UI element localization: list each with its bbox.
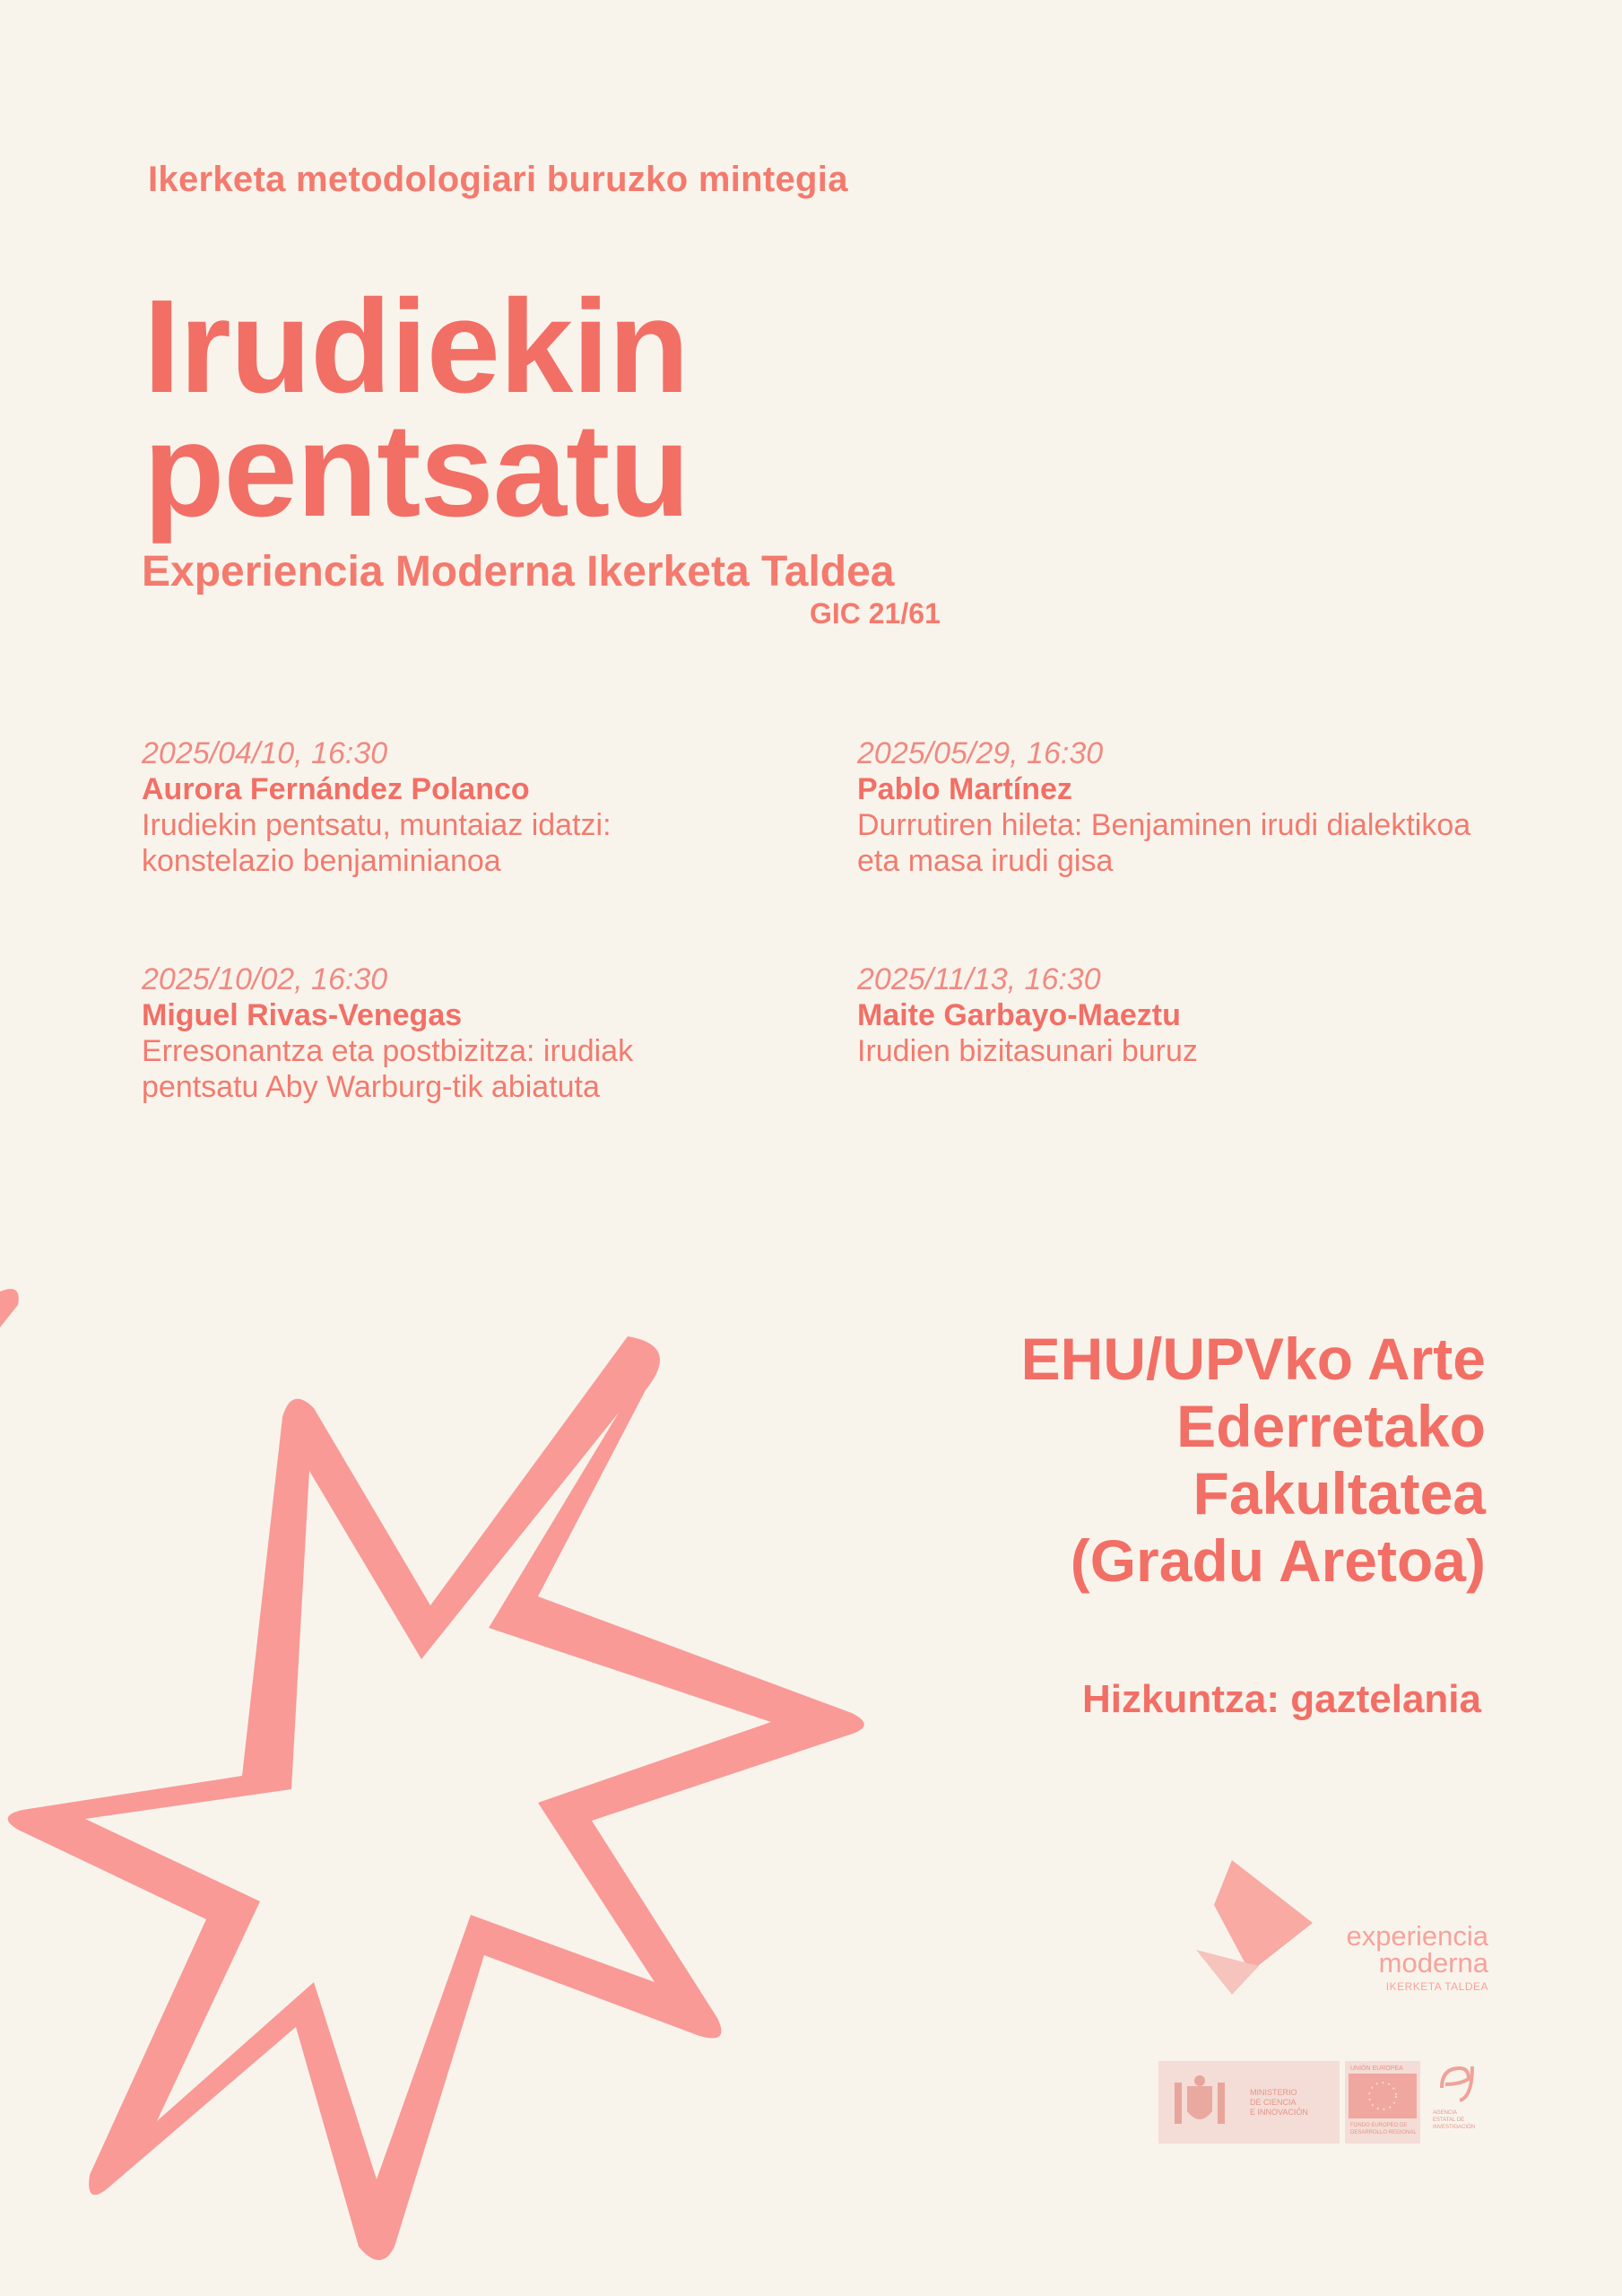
eu-fund-line-1: FONDO EUROPEO DE [1350,2123,1408,2128]
session-topic-line-1: Irudien bizitasunari buruz [857,1034,1198,1068]
agency-line-3: INVESTIGACIÓN [1433,2125,1476,2130]
title-line-1: Irudiekin [143,273,689,421]
eu-fund-text [1350,2122,1417,2136]
session-topic-line-2: konstelazio benjaminianoa [142,844,501,878]
agency-mark-icon [1433,2061,1478,2108]
page-title [143,273,690,544]
coat-crown [1194,2075,1205,2086]
group-code: GIC 21/61 [810,597,941,630]
ministry-line-3: E INNOVACIÓN [1250,2108,1308,2117]
venue-line-4: (Gradu Aretoa) [1070,1527,1486,1594]
session-speaker: Maite Garbayo-Maeztu [857,998,1181,1032]
agency-text [1433,2109,1475,2131]
logo-text [1327,1920,1488,1996]
ministry-logo [1158,2061,1340,2144]
ministry-text [1250,2088,1308,2118]
agency-line-2: ESTATAL DE [1433,2118,1465,2123]
agency-logo [1426,2061,1485,2144]
coat-pillar-right [1218,2083,1225,2124]
session-date: 2025/10/02, 16:30 [142,962,388,996]
funder-logos [1158,2061,1488,2144]
session-3 [142,961,859,1105]
logo-shape-main [1214,1860,1313,1972]
session-speaker: Miguel Rivas-Venegas [142,998,463,1032]
eu-flag-field [1349,2074,1417,2118]
coat-pillar-left [1175,2083,1182,2124]
eu-flag-icon [1349,2074,1417,2118]
logo-line-1: experiencia [1346,1920,1488,1952]
session-topic-line-1: Irudiekin pentsatu, muntaiaz idatzi: [142,808,612,842]
session-topic-line-2: eta masa irudi gisa [857,844,1114,878]
research-group-name: Experiencia Moderna Ikerketa Taldea [142,548,895,596]
session-speaker: Pablo Martínez [857,772,1072,806]
logo-line-2: moderna [1378,1947,1488,1979]
venue-line-2: Ederretako [1176,1393,1486,1459]
session-topic-line-1: Erresonantza eta postbizitza: irudiak [142,1034,634,1068]
session-date: 2025/04/10, 16:30 [142,736,388,770]
star-shape [8,1336,864,2260]
eu-logo [1345,2061,1420,2144]
spain-coat-of-arms-icon [1173,2074,1227,2133]
session-4 [857,961,1574,1069]
session-1 [142,735,859,879]
logo-line-3: IKERKETA TALDEA [1385,1980,1488,1993]
session-date: 2025/05/29, 16:30 [857,736,1104,770]
session-topic-line-2: pentsatu Aby Warburg-tik abiatuta [142,1070,600,1104]
venue-line-1: EHU/UPVko Arte [1020,1326,1486,1392]
venue-line-3: Fakultatea [1193,1460,1486,1526]
star-fragment-shape [0,1289,19,1327]
venue [1021,1326,1486,1595]
ministry-line-2: DE CIENCIA [1250,2098,1297,2107]
agency-line-1: AGENCIA [1433,2110,1458,2116]
star-decoration-icon [0,1274,879,2296]
coat-shield [1187,2086,1212,2119]
agency-mark-stroke [1442,2066,1472,2100]
title-line-2: pentsatu [143,396,690,544]
eu-title: UNIÓN EUROPEA [1350,2066,1403,2072]
session-speaker: Aurora Fernández Polanco [142,772,530,806]
session-topic-line-1: Durrutiren hileta: Benjaminen irudi dialektikoa [857,808,1471,842]
session-2 [857,735,1574,879]
eu-fund-line-2: DESARROLLO REGIONAL [1350,2130,1417,2135]
session-date: 2025/11/13, 16:30 [857,962,1101,996]
language-note: Hizkuntza: gaztelania [1082,1677,1481,1721]
experiencia-moderna-logo-icon [1196,1860,1322,2004]
seminar-kicker: Ikerketa metodologiari buruzko mintegia [148,160,848,199]
ministry-line-1: MINISTERIO [1250,2088,1297,2097]
